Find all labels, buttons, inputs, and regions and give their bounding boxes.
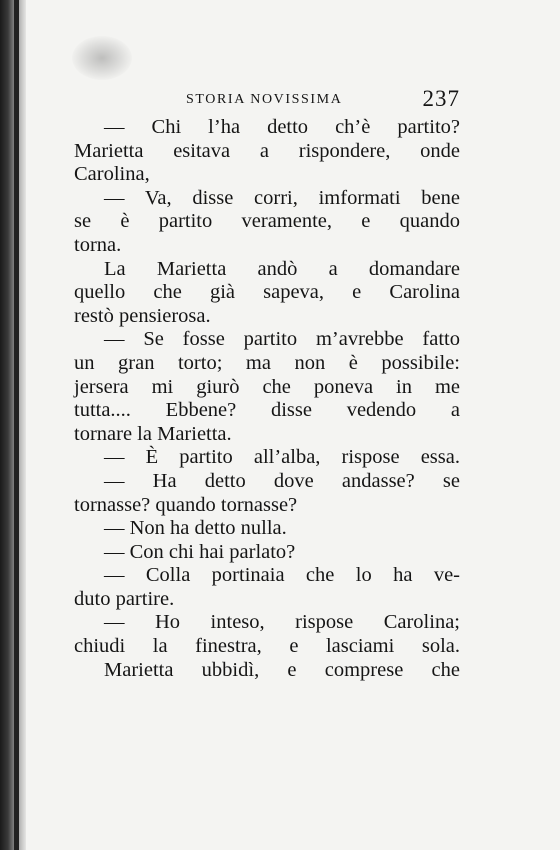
- text-line: — Va, disse corri, imformati bene: [104, 186, 460, 209]
- text-line: torna.: [74, 233, 122, 256]
- text-line: — Se fosse partito m’avrebbe fatto: [104, 328, 460, 351]
- text-line: jersera mi giurò che poneva in me: [74, 375, 460, 398]
- text-line: quello che già sapeva, e Carolina: [74, 281, 460, 304]
- text-line: restò pensierosa.: [74, 304, 211, 327]
- text-line: — Con chi hai parlato?: [104, 540, 296, 563]
- binding-shadow: [0, 0, 26, 850]
- page-number: 237: [422, 86, 460, 111]
- text-line: — Ha detto dove andasse? se: [104, 469, 460, 492]
- text-line: Marietta ubbidì, e comprese che: [104, 658, 460, 681]
- text-line: — È partito all’alba, rispose essa.: [104, 446, 460, 469]
- text-line: un gran torto; ma non è possibile:: [74, 351, 460, 374]
- text-line: Carolina,: [74, 163, 150, 186]
- text-line: — Colla portinaia che lo ha ve-: [104, 564, 460, 587]
- book-page: [74, 86, 460, 682]
- text-line: se è partito veramente, e quando: [74, 210, 460, 233]
- text-line: duto partire.: [74, 587, 175, 610]
- running-title: STORIA NOVISSIMA: [186, 92, 343, 107]
- text-line: — Non ha detto nulla.: [104, 517, 287, 540]
- spine-edge: [14, 0, 19, 850]
- text-line: tornasse? quando tornasse?: [74, 493, 298, 516]
- text-line: tornare la Marietta.: [74, 422, 232, 445]
- text-line: — Ho inteso, rispose Carolina;: [104, 611, 460, 634]
- text-line: tutta.... Ebbene? disse vedendo a: [74, 399, 460, 422]
- body-text: [74, 116, 460, 682]
- text-line: La Marietta andò a domandare: [104, 257, 460, 280]
- text-line: chiudi la finestra, e lasciami sola.: [74, 635, 460, 658]
- running-head: [74, 86, 460, 116]
- text-line: — Chi l’ha detto ch’è partito?: [104, 116, 460, 138]
- text-line: Marietta esitava a rispondere, onde: [74, 139, 460, 162]
- foxing-stain: [72, 36, 132, 80]
